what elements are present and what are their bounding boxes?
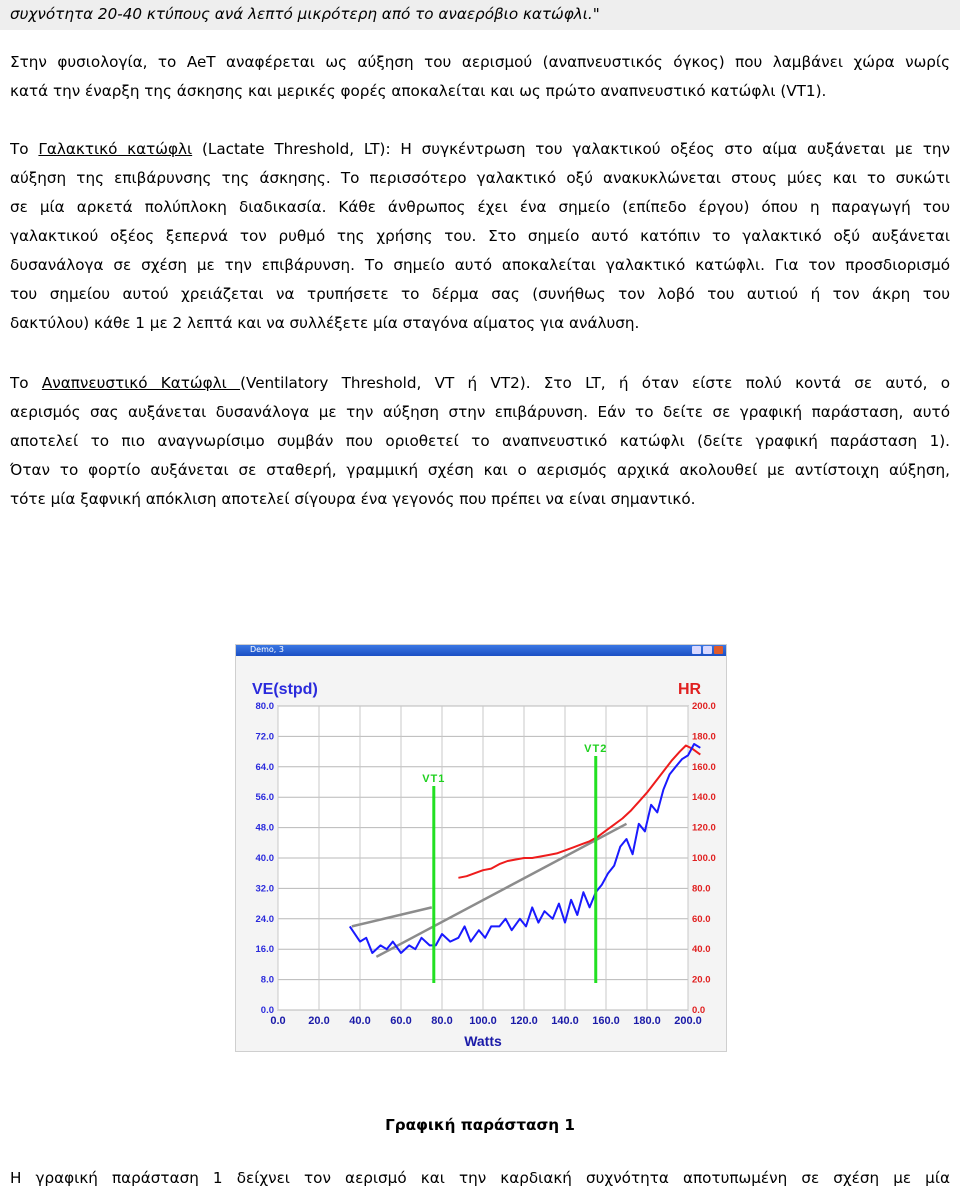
- text-line: του σημείου αυτού χρειάζεται να τρυπήσετε το δέρμα σας (συνήθως τον λοβό του αυτιού ή τον άκρη του: [10, 285, 950, 303]
- y-tick-label: 24.0: [255, 913, 274, 925]
- text-line: κατά την έναρξη της άσκησης και μερικές φορές αποκαλείται και ως πρώτο αναπνευστικό κατώφλι (VT1).: [10, 82, 827, 100]
- x-tick-label: 120.0: [510, 1015, 538, 1027]
- y2-tick-label: 100.0: [692, 853, 716, 864]
- x-tick-label: 0.0: [270, 1015, 286, 1027]
- y2-tick-label: 0.0: [692, 1005, 706, 1016]
- paragraph-lactate-threshold: [10, 135, 950, 338]
- y-tick-label: 32.0: [255, 883, 274, 895]
- x-tick-label: 20.0: [308, 1015, 330, 1027]
- y2-tick-label: 140.0: [692, 792, 716, 804]
- paragraph-intro-tail: [10, 0, 950, 29]
- text-line: αερισμός σας αυξάνεται δυσανάλογα με την αύξηση στην επιβάρυνση. Εάν το δείτε σε γραφική παράσταση, αυτό: [10, 403, 950, 421]
- text-line: σε μία αρκετά πολύπλοκη διαδικασία. Κάθε άνθρωπος έχει ένα σημείο (επίπεδο έργου) όπου η παραγωγή του: [10, 198, 950, 216]
- y2-tick-label: 160.0: [692, 761, 716, 773]
- ventilatory-threshold-link[interactable]: Αναπνευστικό Κατώφλι: [41, 374, 241, 392]
- y2-axis-title: HR: [678, 681, 702, 698]
- text-line: Στην φυσιολογία, το AeT αναφέρεται ως αύξηση του αερισμού (αναπνευστικός όγκος) που λαμβάνει χώρα νωρίς: [10, 53, 950, 71]
- threshold-label-vt1: VT1: [422, 773, 446, 785]
- y-tick-label: 80.0: [255, 701, 274, 712]
- paragraph-aet: [10, 48, 950, 106]
- lactate-threshold-link[interactable]: Γαλακτικό κατώφλι: [38, 140, 193, 158]
- line-prefix: Το: [10, 374, 42, 392]
- text-line: [10, 369, 950, 398]
- y-tick-label: 48.0: [255, 822, 274, 834]
- y-tick-label: 64.0: [255, 761, 274, 773]
- y2-tick-label: 200.0: [692, 701, 716, 712]
- x-tick-label: 200.0: [674, 1015, 702, 1027]
- y2-tick-label: 60.0: [692, 913, 711, 925]
- y2-tick-label: 120.0: [692, 822, 716, 834]
- x-tick-label: 60.0: [390, 1015, 412, 1027]
- y2-tick-label: 180.0: [692, 731, 716, 743]
- text-line: δυσανάλογα σε σχέση με την επιβάρυνση. Το σημείο αυτό αποκαλείται γαλακτικό κατώφλι. Για τον προσδιορισμό: [10, 256, 950, 274]
- text-line: τότε μία ξαφνική απόκλιση αποτελεί σίγουρα ένα γεγονός που πρέπει να είναι σημαντικό.: [10, 490, 696, 508]
- text-line: αύξηση της επιβάρυνσης της άσκησης. Το περισσότερο γαλακτικό οξύ ανακυκλώνεται στους μύες και το συκώτι: [10, 169, 950, 187]
- window-controls: [692, 646, 723, 654]
- line-rest: (Lactate Threshold, LT): Η συγκέντρωση του γαλακτικού οξέος στο αίμα αυξάνεται με την: [192, 140, 950, 158]
- line-rest: (Ventilatory Threshold, VT ή VT2). Στο LT, ή όταν είστε πολύ κοντά σε αυτό, ο: [240, 374, 950, 392]
- x-tick-label: 80.0: [431, 1015, 453, 1027]
- paragraph-figure-description: [10, 1164, 950, 1193]
- text-line: γαλακτικού οξέος ξεπερνά τον ρυθμό της χρήσης του. Στο σημείο αυτό κατόπιν το γαλακτικό οξύ αυξάνεται: [10, 227, 950, 245]
- chart-window-titlebar: [236, 645, 726, 656]
- y-tick-label: 16.0: [255, 944, 274, 956]
- text-line: [10, 135, 950, 164]
- minimize-icon[interactable]: [692, 646, 701, 654]
- x-tick-label: 160.0: [592, 1015, 620, 1027]
- figure-caption: Γραφική παράσταση 1: [385, 1116, 575, 1134]
- y-tick-label: 40.0: [255, 853, 274, 864]
- y-tick-label: 56.0: [255, 792, 274, 804]
- y2-tick-label: 40.0: [692, 944, 711, 956]
- text-line: Όταν το φορτίο αυξάνεται σε σταθερή, γραμμική σχέση και ο αερισμός αρχικά ακολουθεί με αντίστοιχη αύξηση,: [10, 461, 950, 479]
- x-tick-label: 40.0: [349, 1015, 371, 1027]
- text-line: συχνότητα 20-40 κτύπους ανά λεπτό μικρότερη από το αναερόβιο κατώφλι.": [10, 5, 600, 23]
- y-axis-title: VE(stpd): [252, 681, 318, 698]
- text-line: δακτύλου) κάθε 1 με 2 λεπτά και να συλλέξετε μία σταγόνα αίματος για ανάλυση.: [10, 314, 640, 332]
- chart-window: [235, 644, 727, 1052]
- text-line: αποτελεί το πιο αναγνωρίσιμο συμβάν που οριοθετεί το αναπνευστικό κατώφλι (δείτε γραφική παράσταση 1).: [10, 432, 950, 450]
- paragraph-ventilatory-threshold: [10, 369, 950, 514]
- y2-tick-label: 20.0: [692, 974, 711, 986]
- chart-window-title: Demo, 3: [250, 645, 284, 654]
- y-tick-label: 72.0: [255, 731, 274, 743]
- threshold-label-vt2: VT2: [584, 743, 608, 755]
- line-prefix: Το: [10, 140, 39, 158]
- ventilation-heart-rate-chart: [236, 656, 726, 1051]
- x-axis-title: Watts: [464, 1033, 502, 1049]
- y-tick-label: 0.0: [260, 1005, 274, 1016]
- text-line: Η γραφική παράσταση 1 δείχνει τον αερισμό και την καρδιακή συχνότητα αποτυπωμένη σε σχέση με μία: [10, 1169, 950, 1187]
- x-tick-label: 180.0: [633, 1015, 661, 1027]
- x-tick-label: 100.0: [469, 1015, 497, 1027]
- y2-tick-label: 80.0: [692, 883, 711, 895]
- x-tick-label: 140.0: [551, 1015, 579, 1027]
- y-tick-label: 8.0: [260, 974, 274, 986]
- maximize-icon[interactable]: [703, 646, 712, 654]
- close-icon[interactable]: [714, 646, 723, 654]
